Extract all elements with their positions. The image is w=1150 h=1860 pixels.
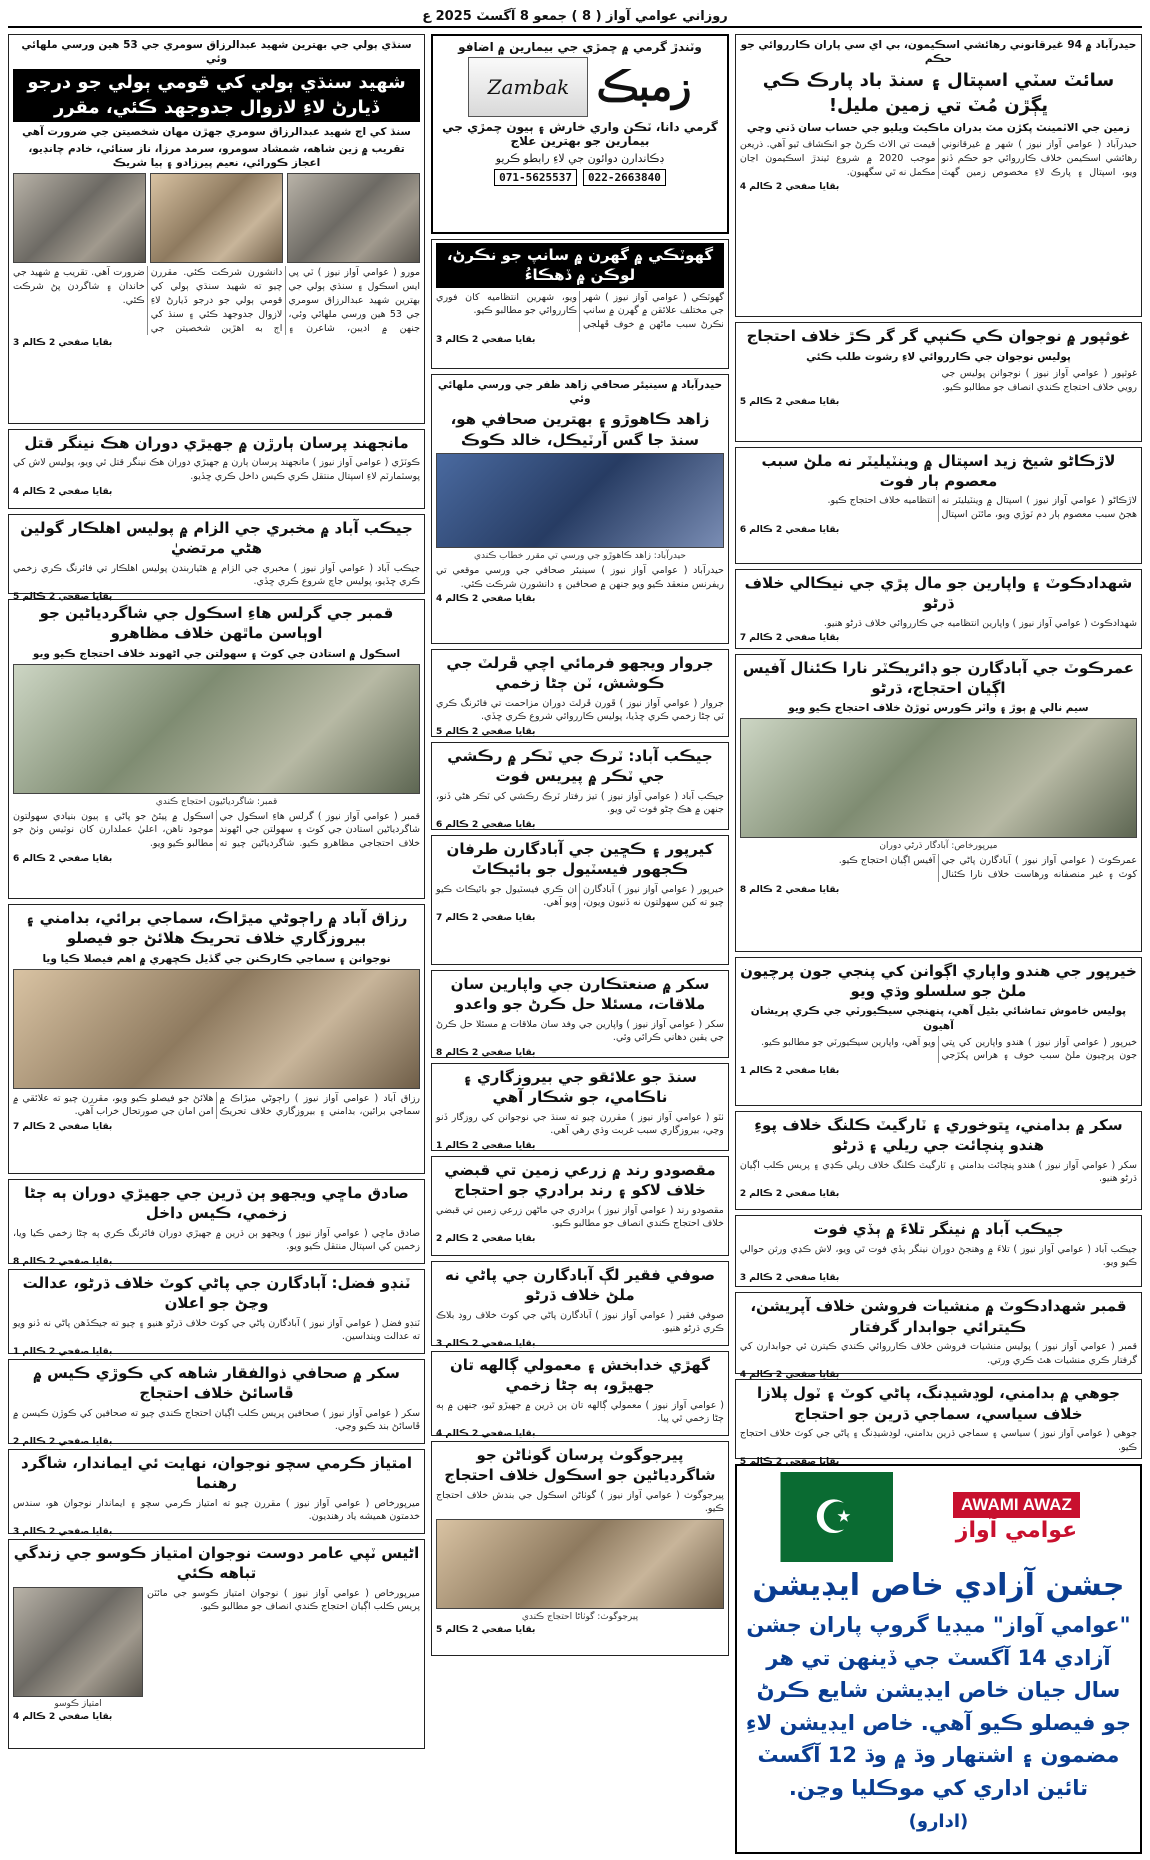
story-sukkur-rally	[735, 1111, 1142, 1210]
story-headline: رزاق آباد ۾ راڄوڻي ميڙاڪ، سماجي برائي، بدامني ۽ بيروزگاري خلاف تحريڪ هلائڻ جو فيصلو	[25, 909, 408, 948]
story-headline: شهدادڪوٽ ۽ واپارين جو مال پڙي جي نيڪالي خلاف ڌرڻو	[744, 574, 1133, 613]
ad-tagline: گرمي دانا، ٽڪن واري خارش ۽ ٻيون چمڙي جي بيمارين جو بهترين علاج	[442, 120, 718, 148]
story-continuation: بقايا صفحي 2 ڪالم 1	[436, 1141, 536, 1152]
story-body: خيرپور ( عوامي آواز نيوز ) هندو واپارين کي ڀتي جون پرچيون ملڻ سبب خوف ۽ هراس پکڙجي ويو آهي، واپارين سيڪيورٽي جو مطالبو ڪيو.	[761, 1036, 1137, 1062]
story-continuation: بقايا صفحي 2 ڪالم 8	[13, 1257, 113, 1268]
story-continuation: بقايا صفحي 2 ڪالم 8	[436, 1048, 536, 1059]
promo-title: جشن آزادي خاص ايڊيشن	[752, 1568, 1125, 1604]
story-shahdadkot-traders	[735, 569, 1142, 649]
story-headline: عمرڪوٽ جي آبادگارن جو ڊائريڪٽر نارا ڪئنال آفيس اڳيان احتجاج، ڌرڻو	[742, 658, 1135, 697]
story-jarwar-robbery	[431, 649, 729, 737]
story-continuation: بقايا صفحي 2 ڪالم 6	[739, 524, 840, 535]
story-continuation: بقايا صفحي 2 ڪالم 5	[436, 1625, 536, 1636]
story-continuation: بقايا صفحي 2 ڪالم 7	[13, 1122, 113, 1133]
story-body: مورو ( عوامي آواز نيوز ) ٽي پي ايس اسڪول ۽ سنڌي ٻولي جي بهترين شهيد عبدالرزاق سومري جي 53 هين ورسي ملهائي وئي، جنهن ۾ اديبن، شاعرن ۽ دانشورن شرڪت ڪئي. مقررن چيو ته شهيد سنڌي ٻولي کي قومي ٻولي جو درجو ڏيارڻ لاءِ لازوال جدوجهد ڪئي ۽ سنڌ کي اڄ به اهڙين شخصيتن جي ضرورت آهي. تقريب ۾ شهيد جي خاندان ۽ شاگردن پڻ شرڪت ڪئي.	[13, 267, 421, 334]
story-body: حيدرآباد ( عوامي آواز نيوز ) سينيئر صحافي جي ورسي موقعي تي ريفرنس منعقد ڪيو ويو جنهن ۾ صحافين ۽ دانشورن شرڪت ڪئي.	[436, 564, 724, 590]
story-continuation: بقايا صفحي 2 ڪالم 5	[739, 1457, 840, 1468]
column-middle	[431, 34, 729, 1854]
promo-signature: (ادارو)	[908, 1810, 969, 1832]
story-continuation: بقايا صفحي 2 ڪالم 4	[739, 1370, 840, 1381]
story-continuation: بقايا صفحي 2 ڪالم 3	[436, 334, 536, 345]
ad-phone: 022-2663840	[583, 169, 666, 186]
story-headline: جيڪب آباد: ٽرڪ جي ٽڪر ۾ رڪشي جي ٽڪر ۾ پيريس فوت	[447, 747, 713, 786]
story-photo	[13, 969, 420, 1089]
column-right	[735, 34, 1142, 1854]
ad-phones	[494, 169, 666, 186]
story-body: جيڪب آباد ( عوامي آواز نيوز ) مخبري جي الزام ۾ هٿياربندن پوليس اهلڪار تي فائرنگ ڪري زخمي ڪري ڇڏيو، پوليس جاچ شروع ڪري ڇڏي.	[13, 562, 421, 588]
story-headline: پيرجوگوٺ پرسان گوٺاڻن جو شاگردياڻين جو اسڪول خلاف احتجاج	[444, 1446, 716, 1485]
logo-sindhi: عوامي آواز	[955, 1517, 1078, 1543]
story-body: خيرپور ( عوامي آواز نيوز ) آبادگارن چيو ته کين سهولتون نه ڏنيون ويون، ان ڪري فيسٽيول جو بائيڪاٽ ڪيو ويو آهي.	[436, 883, 724, 909]
story-body: ميرپورخاص ( عوامي آواز نيوز ) مقررن چيو ته امتياز ڪرمي سچو ۽ ايماندار نوجوان هو، سندس خدمتون هميشه ياد رهنديون.	[13, 1497, 421, 1523]
story-kicker: حيدرآباد ۾ 94 غيرقانوني رهائشي اسڪيمون، بي اي سي پاران ڪارروائي جو حڪم	[740, 39, 1137, 66]
story-headline: مانجهند پرسان ٻارڙن ۾ جهيڙي دوران هڪ نينگر قتل	[24, 434, 409, 452]
story-qambar-girls-school	[8, 599, 425, 899]
story-body: ( عوامي آواز نيوز ) معمولي ڳالهه تان ٻن ڌرين ۾ جهيڙو ٿيو، جنهن ۾ ٻه ڄڻا زخمي ٿي پيا.	[436, 1399, 724, 1425]
story-headline: سکر ۾ صنعتڪارن جي واپارين سان ملاقات، مسئلا حل ڪرڻ جو واعدو	[450, 975, 710, 1014]
story-photo	[13, 173, 146, 263]
story-headline: شهيد سنڌي ٻولي کي قومي ٻولي جو درجو ڏيارڻ لاءِ لازوال جدوجهد ڪئي، مقرر	[13, 69, 420, 122]
story-headline: سائٽ سٽي اسپتال ۽ سنڌ باد پارڪ ڪي ڀڳڙن مُٽ تي زمين مليل!	[762, 70, 1115, 116]
story-headline: قمبر شهدادڪوٽ ۾ منشيات فروشن خلاف آپريشن، ڪيترائي جوابدار گرفتار	[750, 1297, 1127, 1336]
story-continuation: بقايا صفحي 2 ڪالم 4	[436, 1429, 536, 1440]
story-body: عمرڪوٽ ( عوامي آواز نيوز ) آبادگارن پاڻي جي کوٽ ۽ غير منصفانه ورهاست خلاف نارا ڪئنال آفيس اڳيان احتجاج ڪيو.	[838, 855, 1137, 881]
story-pir-jo-goth	[431, 1441, 729, 1656]
story-continuation: بقايا صفحي 2 ڪالم 1	[739, 1066, 840, 1077]
story-maqsoodo-rind	[431, 1156, 729, 1256]
story-continuation: بقايا صفحي 2 ڪالم 4	[739, 182, 840, 193]
story-headline: جوهي ۾ بدامني، لوڊشيڊنگ، پاڻي کوٽ ۽ ٽول پلازا خلاف سياسي، سماجي ڌرين جو احتجاج	[756, 1384, 1120, 1423]
story-body: حيدرآباد ( عوامي آواز نيوز ) شهر ۾ غيرقانوني رهائشي اسڪيمن خلاف ڪارروائي جو حڪم ڏنو ويو، اسپتال ۽ پارڪ لاءِ مخصوص زمين گهٽ قيمت تي الاٽ ڪرڻ جو انڪشاف ٿيو آهي. ذريعن موجب 2020 ۾ شروع ٿيندڙ اسڪيمون اڃان مڪمل نه ٿي سگهيون.	[739, 139, 1137, 178]
photo-caption: حيدرآباد: زاهد ڪاهوڙو جي ورسي تي مقرر خطاب ڪندي	[474, 550, 686, 561]
story-continuation: بقايا صفحي 2 ڪالم 4	[13, 486, 113, 497]
page-masthead: روزاني عوامي آواز ( 8 ) جمعو 8 آگسٽ 2025 ع	[8, 6, 1142, 28]
photo-caption: ميرپورخاص: آبادگار ڌرڻي دوران	[879, 841, 998, 852]
story-subheadline: پوليس خاموش تماشائي بڻيل آهي، پنهنجي سيڪيورٽي جي ڪري پريشان آهيون	[750, 1005, 1127, 1032]
ad-contact-line: ڊڪاندارن دوائون جي لاءِ رابطو ڪريو	[495, 152, 665, 165]
story-headline: گهڙي خدابخش ۽ معمولي ڳالهه تان جهيڙو، ٻه ڄڻا زخمي	[449, 1356, 710, 1395]
story-jacobabad-drowning	[735, 1215, 1142, 1287]
story-imtiaz-koso	[8, 1539, 425, 1749]
story-body: قمبر ( عوامي آواز نيوز ) پوليس منشيات فروشن خلاف ڪارروائي ڪندي ڪيترن ئي جوابدارن کي گرفتار ڪري منشيات هٿ ڪري ورتي.	[739, 1340, 1137, 1366]
story-continuation: بقايا صفحي 2 ڪالم 7	[739, 633, 840, 644]
story-hyderabad-anniversary	[431, 374, 729, 644]
story-headline: ٽنڊو فضل: آبادگارن جي پاڻي کوٽ خلاف ڌرڻو، عدالت وڃڻ جو اعلان	[22, 1274, 411, 1313]
story-ghouspur-protest	[735, 322, 1142, 441]
story-khairpur-festival	[431, 835, 729, 965]
story-headline: گهوٽڪي ۾ گهرن ۾ سانپ جو نڪرڻ، لوڪن ۾ ڏهڪاءُ	[436, 243, 724, 288]
story-subheadline: پوليس نوجوان جي ڪارروائي لاءِ رشوت طلب ڪئي	[806, 350, 1071, 363]
story-kicker: سنڌي ٻولي جي بهترين شهيد عبدالرزاق سومري جي 53 هين ورسي ملهائي وئي	[21, 39, 412, 66]
story-tando-fazal	[8, 1269, 425, 1358]
column-left	[8, 34, 425, 1854]
story-qambar-operation	[735, 1292, 1142, 1381]
awami-awaz-logo	[899, 1492, 1134, 1543]
story-sadiq-machi-clash	[8, 1179, 425, 1268]
story-jacobabad-accident	[431, 742, 729, 830]
story-photo	[740, 718, 1137, 838]
story-continuation: بقايا صفحي 2 ڪالم 2	[13, 1437, 113, 1448]
portrait-photo	[13, 1587, 143, 1697]
story-jacobabad-police	[8, 514, 425, 603]
story-headline: قمبر جي گرلس هاءِ اسڪول جي شاگردياڻين جو اوٻاسن ماٿهن خلاف مظاهرو	[39, 604, 394, 643]
story-body: سکر ( عوامي آواز نيوز ) صحافين پريس ڪلب اڳيان احتجاج ڪندي چيو ته صحافين کي ڪوڙن ڪيسن ۾ ڦاسائڻ بند ڪيو وڃي.	[13, 1407, 421, 1433]
story-headline: جيڪب آباد ۾ مخبري جي الزام ۾ پوليس اهلڪار گولين هڻي مرتضيٰ	[20, 519, 413, 558]
story-continuation: بقايا صفحي 2 ڪالم 6	[436, 820, 536, 831]
independence-edition-promo	[735, 1464, 1142, 1854]
story-headline: سکر ۾ بدامني، ڀتوخوري ۽ ٽارگيٽ ڪلنگ خلاف پوءِ هندو پنچائت جي ريلي ۽ ڌرڻو	[754, 1116, 1123, 1155]
story-headline: مقصودو رند ۾ زرعي زمين تي قبضي خلاف لاکو ۽ رند برادري جو احتجاج	[444, 1161, 716, 1200]
story-johi-protest	[735, 1379, 1142, 1468]
story-body: سکر ( عوامي آواز نيوز ) هندو پنچائت بدامني ۽ ٽارگيٽ ڪلنگ خلاف ريلي ڪڍي ۽ پريس ڪلب اڳيان ڌرڻو هنيو.	[739, 1159, 1137, 1185]
story-imtiaz-karmi	[8, 1449, 425, 1538]
story-body: جوهي ( عوامي آواز نيوز ) سياسي ۽ سماجي ڌرين بدامني، لوڊشيڊنگ ۽ پاڻي جي کوٽ خلاف احتجاج ڪيو.	[739, 1427, 1137, 1453]
product-pack-icon: Zambak	[468, 57, 588, 117]
story-continuation: بقايا صفحي 2 ڪالم 3	[13, 1527, 113, 1538]
story-khairpur-traders	[735, 957, 1142, 1106]
story-headline: خيرپور جي هندو واپاري اڳوانن کي پنجي جون پرچيون ملڻ جو سلسلو وڌي ويو	[740, 961, 1137, 1001]
ad-headline: وٽندڙ گرمي ۾ چمڙي جي بيمارين ۾ اضافو	[458, 40, 702, 54]
story-continuation: بقايا صفحي 2 ڪالم 3	[436, 1339, 536, 1350]
story-headline: جيڪب آباد ۾ نينگر تلاءَ ۾ ٻڏي فوت	[813, 1220, 1064, 1239]
story-headline: زاهد ڪاهوڙو ۽ بهترين صحافي هو، سنڌ جا گس آرٽيڪل، خالد ڪوڪ	[450, 410, 710, 449]
story-headline: صوفي فقير لڳ آبادگارن جي پاڻي نه ملڻ خلاف ڌرڻو	[444, 1266, 715, 1305]
story-photo	[436, 453, 724, 548]
story-body: پيرجوگوٺ ( عوامي آواز نيوز ) گوٺاڻن اسڪول جي بندش خلاف احتجاج ڪيو.	[436, 1489, 724, 1515]
story-continuation: بقايا صفحي 2 ڪالم 7	[436, 913, 536, 924]
story-continuation: بقايا صفحي 2 ڪالم 5	[13, 592, 113, 603]
story-body: شهدادڪوٽ ( عوامي آواز نيوز ) واپارين انتظاميه جي ڪارروائي خلاف ڌرڻو هنيو.	[823, 617, 1137, 629]
story-headline: اڻيس ٽپي عامر دوست نوجوان امتياز ڪوسو جي زندگي تباهه ڪئي	[13, 1544, 420, 1583]
story-subheadline: نوجوانن ۽ سماجي ڪارڪنن جي گڏيل ڪچهري ۾ اهم فيصلا ڪيا ويا	[42, 952, 391, 965]
story-razzaqabad-meeting	[8, 904, 425, 1174]
story-body: جروار ( عوامي آواز نيوز ) ڦورن ڦرلٽ دوران مزاحمت تي فائرنگ ڪري ٽي ڄڻا زخمي ڪري ڇڏيا، پوليس ڪارروائي شروع ڪري ڇڏي.	[436, 697, 724, 723]
story-sindh-unemployment	[431, 1063, 729, 1151]
story-body: جيڪب آباد ( عوامي آواز نيوز ) تيز رفتار ٽرڪ رڪشي کي ٽڪر هڻي ڏنو، جنهن ۾ هڪ ڄڻو فوت ٿي ويو.	[436, 790, 724, 816]
story-photo	[436, 1519, 724, 1609]
story-headline: سکر ۾ صحافي ذوالفقار شاهه کي ڪوڙي ڪيس ۾ ڦاسائڻ خلاف احتجاج	[33, 1364, 400, 1403]
story-photo	[150, 173, 283, 263]
photo-caption: پيرجوگوٺ: گوٺاڻا احتجاج ڪندي	[521, 1612, 639, 1623]
story-photo	[287, 173, 420, 263]
story-subheadline: اسڪول ۾ استادن جي کوٽ ۽ سهولتن جي اڻهوند خلاف احتجاج ڪيو ويو	[32, 647, 401, 660]
story-body: قمبر ( عوامي آواز نيوز ) گرلس هاءِ اسڪول جي شاگردياڻين استادن جي کوٽ ۽ سهولتن جي اڻهوند خلاف احتجاجي مظاهرو ڪيو. شاگردياڻين چيو ته اسڪول ۾ پيئڻ جو پاڻي ۽ ٻيون بنيادي سهولتون موجود ناهن، اعليٰ عملدارن کان نوٽيس وٺڻ جو مطالبو ڪيو ويو.	[13, 810, 421, 850]
story-subheadline: سيم نالي ۾ ٻوڙ ۽ واٽر ڪورس ٽوڙڻ خلاف احتجاج ڪيو ويو	[788, 702, 1089, 715]
story-headline: صادق ماڇي ويجهو ٻن ڌرين جي جهيڙي دوران ٻه ڄڻا زخمي، ڪيس داخل	[24, 1184, 409, 1223]
story-headline: کيرپور ۽ ڪڇين جي آبادگارن طرفان ڪجھور فيسٽيول جو بائيڪاٽ	[446, 840, 714, 879]
story-subheadline: زمين جي الاٽمينٽ پکڙن مٽ بدران ماڪيٽ ويليو جي حساب سان ڏني وڃي	[746, 121, 1130, 134]
logo-english: AWAMI AWAZ	[953, 1492, 1080, 1518]
story-umerkot-growers	[735, 654, 1142, 952]
story-body: ٺٽو ( عوامي آواز نيوز ) مقررن چيو ته سنڌ جي نوجوانن کي روزگار ڏنو وڃي، بيروزگاري سبب غربت وڌي رهي آهي.	[436, 1111, 724, 1137]
story-subheadline: سنڌ کي اڄ شهيد عبدالرزاق سومري جهڙن مهان شخصيتن جي ضرورت آهي	[22, 125, 411, 138]
story-headline: امتياز ڪرمي سچو نوجوان، نهايت ئي ايماندار، شاگرد رهنما	[20, 1454, 413, 1493]
story-manjhand-killing	[8, 429, 425, 509]
story-ghotki-snakes	[431, 239, 729, 369]
story-gharhi-khuda-bux	[431, 1351, 729, 1440]
story-continuation: بقايا صفحي 2 ڪالم 5	[739, 397, 840, 408]
photo-caption: قمبر: شاگردياڻيون احتجاج ڪندي	[155, 796, 278, 807]
story-body: مقصودو رند ( عوامي آواز نيوز ) برادري جي ماڻهن زرعي زمين تي قبضي خلاف احتجاج ڪندي انصاف جو مطالبو ڪيو.	[436, 1204, 724, 1230]
story-headline: لاڙڪاڻو شيخ زيد اسپتال ۾ وينٽيليٽر نه ملڻ سبب معصوم ٻار فوت	[761, 451, 1116, 490]
story-continuation: بقايا صفحي 2 ڪالم 1	[13, 1347, 113, 1358]
zambak-advertisement	[431, 34, 729, 234]
story-body: صوفي فقير ( عوامي آواز نيوز ) آبادگارن پاڻي جي کوٽ خلاف روڊ بلاڪ ڪري ڌرڻو هنيو.	[436, 1309, 724, 1335]
promo-header	[743, 1472, 1134, 1562]
story-continuation: بقايا صفحي 2 ڪالم 3	[739, 1273, 840, 1284]
ad-brand: زمبڪ	[596, 63, 692, 110]
story-continuation: بقايا صفحي 2 ڪالم 3	[13, 338, 113, 349]
story-sufi-faqir	[431, 1261, 729, 1350]
story-subheadline: تقريب ۾ زين شاهه، شمشاد سومرو، سرمد مرزا، ناز سنائي، خادم چانڊيو، اعجاز ڪورائي، نعيم پيرزادو ۽ ٻيا شريڪ	[28, 143, 405, 170]
story-body: ٽنڊو فضل ( عوامي آواز نيوز ) آبادگارن پاڻي جي کوٽ خلاف ڌرڻو هنيو ۽ چيو ته جيڪڏهن پاڻي نه ڏنو ويو ته عدالت وينداسين.	[13, 1317, 421, 1343]
story-abdul-razzaq-anniversary	[8, 34, 425, 424]
story-continuation: بقايا صفحي 2 ڪالم 8	[739, 884, 840, 895]
story-larkana-hospital	[735, 447, 1142, 564]
photo-caption: امتياز ڪوسو	[54, 1698, 102, 1709]
ad-phone: 071-5625537	[494, 169, 577, 186]
story-headline: جروار ويجهو فرمائي اچي ڦرلٽ جي ڪوشش، ٽن ڄڻا زخمي	[446, 654, 714, 693]
story-kicker: حيدرآباد ۾ سينيئر صحافي زاهد ظفر جي ورسي ملهائي وئي	[437, 379, 723, 406]
story-body: ميرپورخاص ( عوامي آواز نيوز ) نوجوان امتياز ڪوسو جي مائٽن پريس ڪلب اڳيان احتجاج ڪندي انصاف جو مطالبو ڪيو.	[147, 1587, 421, 1613]
story-body: صادق ماڇي ( عوامي آواز نيوز ) ويجهو ٻن ڌرين ۾ جهيڙي دوران فائرنگ ڪري ٻه ڄڻا زخمي ڪيا ويا، زخمين کي اسپتال منتقل ڪيو ويو.	[13, 1227, 421, 1253]
story-sukkur-journalist	[8, 1359, 425, 1448]
story-continuation: بقايا صفحي 2 ڪالم 4	[13, 1711, 113, 1722]
story-body: ڪوٽڙي ( عوامي آواز نيوز ) مانجهند پرسان ٻارن ۾ جهيڙي دوران هڪ نينگر قتل ٿي ويو، پوليس لاش کي پوسٽمارٽم لاءِ اسپتال منتقل ڪري ڪيس داخل ڪري ڇڏيو.	[13, 457, 421, 483]
story-continuation: بقايا صفحي 2 ڪالم 4	[436, 594, 536, 605]
story-body: جيڪب آباد ( عوامي آواز نيوز ) تلاءَ ۾ وهنجڻ دوران نينگر ٻڏي فوت ٿي ويو، لاش ڪڍي ورثن حوالي ڪيو ويو.	[739, 1243, 1137, 1269]
pakistan-flag-icon	[743, 1472, 893, 1562]
story-photo	[13, 664, 420, 794]
story-continuation: بقايا صفحي 2 ڪالم 5	[436, 727, 536, 738]
story-body: گهوٽڪي ( عوامي آواز نيوز ) شهر جي مختلف علائقن ۾ گهرن ۾ سانپ نڪرڻ سبب ماڻهن ۾ خوف ڦهلجي ويو، شهرين انتظاميه کان فوري ڪارروائي جو مطالبو ڪيو.	[436, 291, 724, 331]
story-body: رزاق آباد ( عوامي آواز نيوز ) راڄوڻي ميڙاڪ ۾ سماجي برائين، بدامني ۽ بيروزگاري خلاف تحريڪ هلائڻ جو فيصلو ڪيو ويو، مقررن چيو ته علائقي ۾ امن امان جي صورتحال خراب آهي.	[13, 1092, 421, 1118]
story-body: لاڙڪاڻو ( عوامي آواز نيوز ) اسپتال ۾ وينٽيليٽر نه هجڻ سبب معصوم ٻار دم ٽوڙي ويو، مائٽن اسپتال انتظاميه خلاف احتجاج ڪيو.	[827, 495, 1137, 520]
story-continuation: بقايا صفحي 2 ڪالم 2	[739, 1189, 840, 1200]
story-body: غوثپور ( عوامي آواز نيوز ) نوجوانن پوليس جي رويي خلاف احتجاج ڪندي انصاف جو مطالبو ڪيو.	[941, 367, 1137, 393]
story-headline: غوثپور ۾ نوجوان ڪي ڪنپي گر گر ڪڙ خلاف احتجاج	[746, 327, 1131, 346]
story-headline: سنڌ جو علائقو جي بيروزگاري ۽ ناڪامي، جو شڪار آهي	[463, 1068, 697, 1107]
story-body: سکر ( عوامي آواز نيوز ) واپارين جي وفد سان ملاقات ۾ مسئلا حل ڪرڻ جي يقين دهاني ڪرائي وئي.	[436, 1018, 724, 1044]
story-site-city-hospital	[735, 34, 1142, 317]
story-continuation: بقايا صفحي 2 ڪالم 6	[13, 853, 113, 864]
story-continuation: بقايا صفحي 2 ڪالم 2	[436, 1234, 536, 1245]
promo-text: "عوامي آواز" ميڊيا گروپ پاران جشن آزادي 14 آگسٽ جي ڏينهن تي هر سال جيان خاص ايڊيشن شايع ڪرڻ جو فيصلو ڪيو آهي. خاص ايڊيشن لاءِ مضمون ۽ اشتهار وڌ ۾ وڌ 12 آگسٽ تائين اداري کي موڪليا وڃن.	[745, 1613, 1132, 1800]
story-sukkur-meeting	[431, 970, 729, 1058]
